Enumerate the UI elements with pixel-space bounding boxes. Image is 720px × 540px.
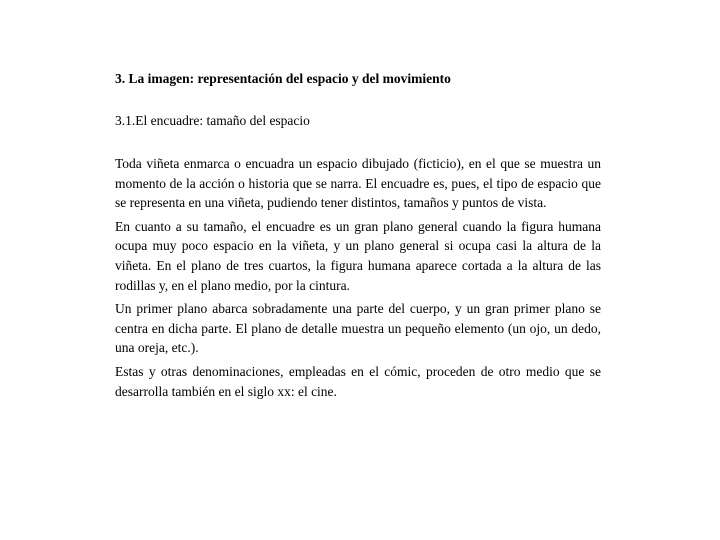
- paragraph: Toda viñeta enmarca o encuadra un espacio dibujado (ficticio), en el que se muestra un momento de la acción o historia que se narra. El encuadre es, pues, el tipo de espacio que se representa en una viñeta, pudiendo tener distintos, tamaños y puntos de vista.: [115, 156, 601, 211]
- paragraph: En cuanto a su tamaño, el encuadre es un gran plano general cuando la figura humana ocupa muy poco espacio en la viñeta, y un plano general si ocupa casi la altura de la viñeta. En el plano de tres cuartos, la figura humana aparece cortada a la altura de las rodillas y, en el plano medio, por la cintura.: [115, 218, 601, 293]
- paragraph: Estas y otras denominaciones, empleadas en el cómic, proceden de otro medio que se desarrolla también en el siglo xx: el cine.: [115, 363, 601, 399]
- body-text: [115, 154, 601, 401]
- section-heading: 3. La imagen: representación del espacio y del movimiento: [115, 71, 451, 86]
- subsection-heading: 3.1.El encuadre: tamaño del espacio: [115, 113, 310, 128]
- paragraph: Un primer plano abarca sobradamente una parte del cuerpo, y un gran primer plano se centra en dicha parte. El plano de detalle muestra un pequeño elemento (un ojo, un dedo, una oreja, etc.).: [115, 301, 601, 356]
- document-content: [115, 70, 601, 405]
